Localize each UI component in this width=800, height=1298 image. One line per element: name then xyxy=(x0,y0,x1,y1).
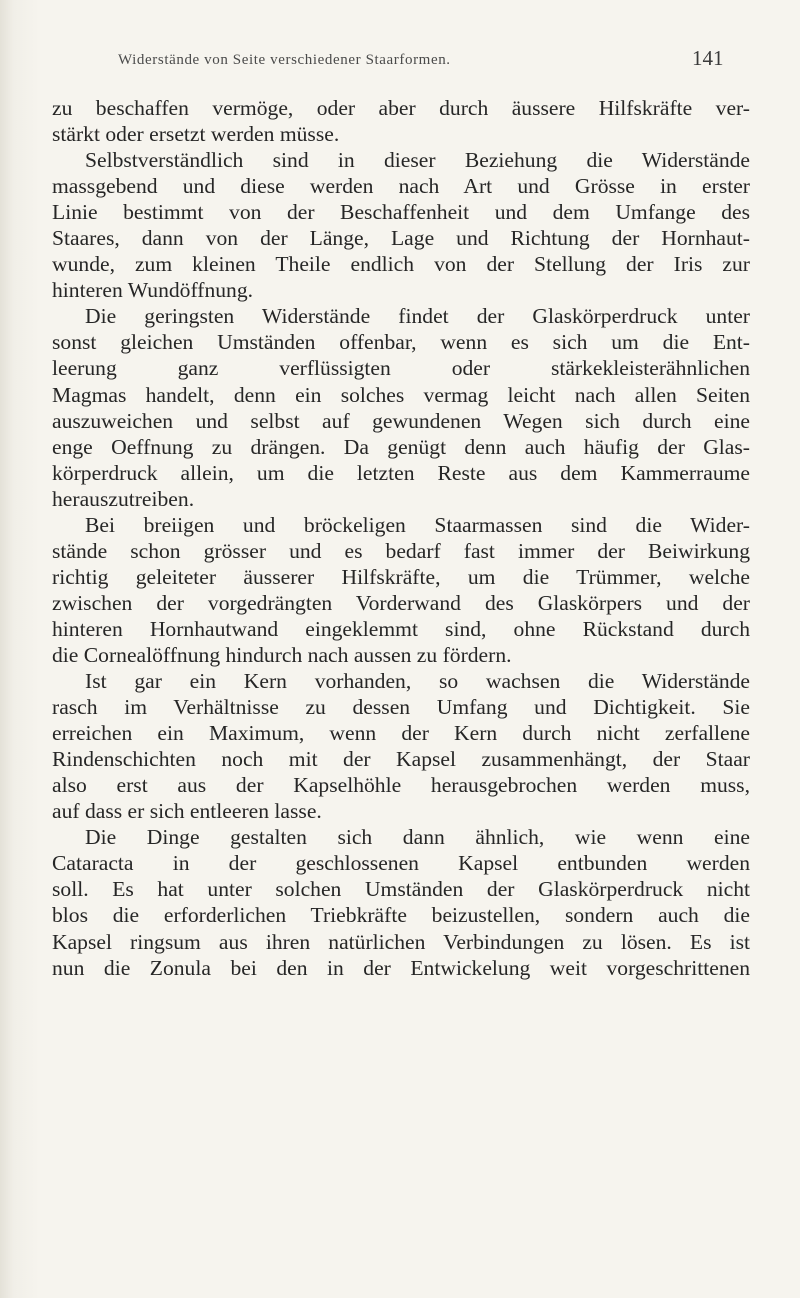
text-line: stärkt oder ersetzt werden müsse. xyxy=(52,122,340,147)
text-line: Cataracta in der geschlossenen Kapsel entbunden werden xyxy=(52,851,750,876)
text-line: Kapsel ringsum aus ihren natürlichen Verbindungen zu lösen. Es ist xyxy=(52,929,750,954)
text-line: hinteren Hornhautwand eingeklemmt sind, ohne Rückstand durch xyxy=(52,616,750,641)
text-line: hinteren Wundöffnung. xyxy=(52,278,254,303)
page-header xyxy=(0,46,800,76)
text-line: Die geringsten Widerstände findet der Glaskörperdruck unter xyxy=(85,304,750,329)
text-line: zwischen der vorgedrängten Vorderwand des Glaskörpers und der xyxy=(52,590,750,615)
text-line: Rindenschichten noch mit der Kapsel zusammenhängt, der Staar xyxy=(52,747,750,772)
text-line: blos die erforderlichen Triebkräfte beizustellen, sondern auch die xyxy=(52,903,750,928)
text-line: auf dass er sich entleeren lasse. xyxy=(52,799,322,824)
text-line: also erst aus der Kapselhöhle herausgebrochen werden muss, xyxy=(52,773,750,798)
running-title: Widerstände von Seite verschiedener Staarformen. xyxy=(118,52,451,68)
body-text xyxy=(52,95,750,981)
text-line: Magmas handelt, denn ein solches vermag leicht nach allen Seiten xyxy=(52,382,750,407)
page-number: 141 xyxy=(692,46,724,70)
text-line: leerung ganz verflüssigten oder stärkekleisterähnlichen xyxy=(52,356,750,381)
text-line: Linie bestimmt von der Beschaffenheit und dem Umfange des xyxy=(52,200,750,225)
text-line: richtig geleiteter äusserer Hilfskräfte, um die Trümmer, welche xyxy=(52,564,750,589)
text-line: Staares, dann von der Länge, Lage und Richtung der Hornhaut- xyxy=(52,226,750,251)
text-line: nun die Zonula bei den in der Entwickelung weit vorgeschrittenen xyxy=(52,955,750,980)
text-line: Die Dinge gestalten sich dann ähnlich, wie wenn eine xyxy=(85,825,750,850)
text-line: Selbstverständlich sind in dieser Beziehung die Widerstände xyxy=(85,148,750,173)
text-line: körperdruck allein, um die letzten Reste aus dem Kammerraume xyxy=(52,460,750,485)
text-line: herauszutreiben. xyxy=(52,486,195,511)
text-line: stände schon grösser und es bedarf fast immer der Beiwirkung xyxy=(52,538,750,563)
text-line: Bei breiigen und bröckeligen Staarmassen sind die Wider- xyxy=(85,512,750,537)
text-line: die Cornealöffnung hindurch nach aussen zu fördern. xyxy=(52,642,512,667)
text-line: wunde, zum kleinen Theile endlich von der Stellung der Iris zur xyxy=(52,252,750,277)
text-line: auszuweichen und selbst auf gewundenen Wegen sich durch eine xyxy=(52,408,750,433)
text-line: erreichen ein Maximum, wenn der Kern durch nicht zerfallene xyxy=(52,721,750,746)
text-line: massgebend und diese werden nach Art und Grösse in erster xyxy=(52,174,750,199)
text-line: rasch im Verhältnisse zu dessen Umfang und Dichtigkeit. Sie xyxy=(52,695,750,720)
text-line: sonst gleichen Umständen offenbar, wenn es sich um die Ent- xyxy=(52,330,750,355)
text-line: zu beschaffen vermöge, oder aber durch äussere Hilfskräfte ver- xyxy=(52,96,750,120)
text-line: soll. Es hat unter solchen Umständen der Glaskörperdruck nicht xyxy=(52,877,750,902)
text-line: enge Oeffnung zu drängen. Da genügt denn auch häufig der Glas- xyxy=(52,434,750,459)
text-line: Ist gar ein Kern vorhanden, so wachsen die Widerstände xyxy=(85,669,750,694)
